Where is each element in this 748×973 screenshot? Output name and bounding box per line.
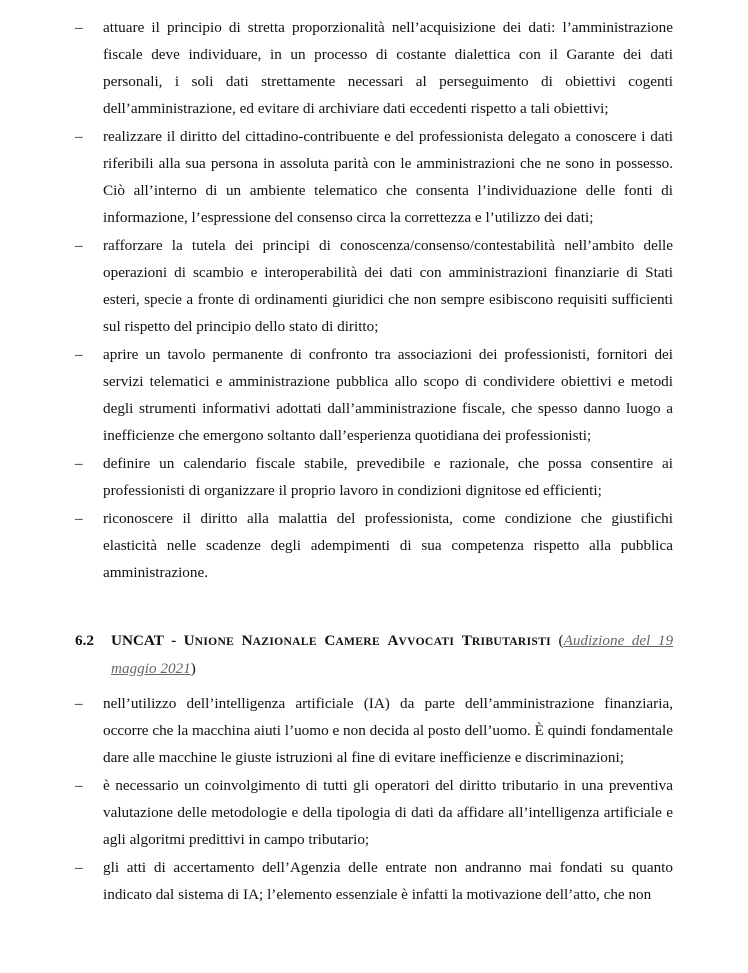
dash-bullet: – (75, 346, 83, 363)
dash-bullet: – (75, 777, 83, 794)
list-item (0, 690, 748, 771)
list-item-text: definire un calendario fiscale stabile, prevedibile e razionale, che possa consentire ai professionisti di organizzare il proprio lavoro in condizioni dignitose ed efficienti; (103, 455, 673, 499)
list-item (0, 854, 748, 908)
open-paren: ( (558, 632, 564, 649)
close-paren: ) (190, 660, 196, 677)
list-item-text: riconoscere il diritto alla malattia del professionista, come condizione che giustifichi elasticità nelle scadenze degli adempimenti di sua competenza rispetto alla pubblica amministrazione. (103, 510, 673, 581)
list-item-text: aprire un tavolo permanente di confronto tra associazioni dei professionisti, fornitori dei servizi telematici e amministrazione pubblica allo scopo di condividere obiettivi e metodi degli strumenti informativi adottati dall’amministrazione fiscale, che spesso danno luogo a inefficienze che emergono soltanto dall’esperienza quotidiana dei professionisti; (103, 346, 673, 444)
list-item (0, 772, 748, 853)
recommendations-list (0, 14, 748, 587)
dash-bullet: – (75, 19, 83, 36)
list-item (0, 450, 748, 504)
list-item (0, 341, 748, 449)
section-title (75, 627, 673, 682)
dash-bullet: – (75, 237, 83, 254)
dash-bullet: – (75, 510, 83, 527)
list-item-text: nell’utilizzo dell’intelligenza artificiale (IA) da parte dell’amministrazione finanziaria, occorre che la macchina aiuti l’uomo e non decida al posto dell’uomo. È quindi fondamentale dare alle macchine le giuste istruzioni al fine di evitare inefficienze e discriminazioni; (103, 695, 673, 766)
list-item-text: gli atti di accertamento dell’Agenzia delle entrate non andranno mai fondati su quanto indicato dal sistema di IA; l’elemento essenziale è infatti la motivazione dell’atto, che non (103, 859, 673, 903)
section-number: 6.2 (75, 632, 94, 649)
hearing-link[interactable]: Audizione del 19 maggio 2021 (111, 632, 674, 677)
dash-bullet: – (75, 695, 83, 712)
title-separator: - (163, 632, 184, 649)
list-item-text: rafforzare la tutela dei principi di conoscenza/consenso/contestabilità nell’ambito delle operazioni di scambio e interoperabilità dei dati con amministrazioni finanziarie di Stati esteri, specie a fronte di ordinamenti giuridici che non sempre esibiscono requisiti sufficienti sul rispetto del principio dello stato di diritto; (103, 237, 673, 335)
dash-bullet: – (75, 128, 83, 145)
list-item-text: attuare il principio di stretta proporzionalità nell’acquisizione dei dati: l’amministrazione fiscale deve individuare, in un processo di costante dialettica con il Garante dei dati personali, i soli dati strettamente necessari al perseguimento di obiettivi cogenti dell’amministrazione, ed evitare di archiviare dati eccedenti rispetto a tali obiettivi; (103, 19, 673, 117)
list-item (0, 505, 748, 586)
dash-bullet: – (75, 859, 83, 876)
list-item-text: è necessario un coinvolgimento di tutti gli operatori del diritto tributario in una preventiva valutazione delle metodologie e della tipologia di dati da affidare all’intelligenza artificiale e agli algoritmi predittivi in campo tributario; (103, 777, 673, 848)
list-item-text: realizzare il diritto del cittadino-contribuente e del professionista delegato a conoscere i dati riferibili alla sua persona in assoluta parità con le amministrazioni che ne sono in possesso. Ciò all’interno di un ambiente telematico che consenta l’individuazione delle fonti di informazione, l’espressione del consenso circa la correttezza e l’utilizzo dei dati; (103, 128, 673, 226)
org-abbreviation: UNCAT (111, 632, 164, 649)
list-item (0, 123, 748, 231)
section-heading (75, 627, 673, 682)
list-item (0, 232, 748, 340)
uncat-points-list (0, 690, 748, 909)
org-full-name: UNIONE NAZIONALE CAMERE AVVOCATI TRIBUTARISTI (183, 632, 551, 649)
list-item (0, 14, 748, 122)
dash-bullet: – (75, 455, 83, 472)
